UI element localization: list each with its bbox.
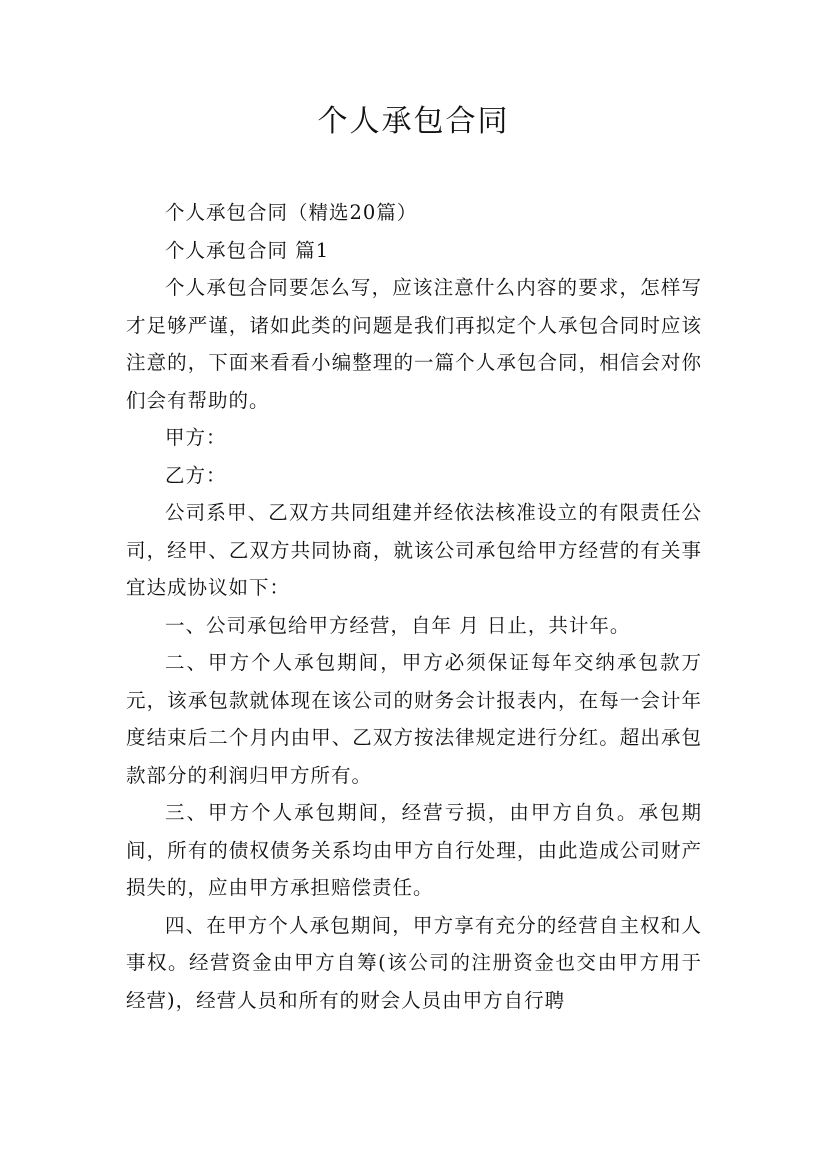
document-title: 个人承包合同 (317, 104, 510, 139)
paragraph-section-heading: 个人承包合同 篇1 (165, 238, 330, 262)
paragraph-subtitle: 个人承包合同（精选20篇） (165, 201, 418, 224)
paragraph-party-a: 甲方： (165, 426, 227, 449)
paragraph-party-b: 乙方： (165, 463, 227, 487)
paragraph-preamble: 公司系甲、乙双方共同组建并经依法核准设立的有限责任公司，经甲、乙双方共同协商，就该公司承包给甲方经营的有关事宜达成协议如下： (126, 501, 702, 599)
paragraph-clause-1: 一、公司承包给甲方经营，自年 月 日止，共计年。 (165, 613, 631, 637)
paragraph-intro: 个人承包合同要怎么写，应该注意什么内容的要求，怎样写才足够严谨，诸如此类的问题是我们再拟定个人承包合同时应该注意的，下面来看看小编整理的一篇个人承包合同，相信会对你们会有帮助的。 (126, 276, 702, 412)
paragraph-clause-3: 三、甲方个人承包期间，经营亏损，由甲方自负。承包期间，所有的债权债务关系均由甲方自行处理，由此造成公司财产损失的，应由甲方承担赔偿责任。 (126, 801, 702, 899)
paragraph-clause-2: 二、甲方个人承包期间，甲方必须保证每年交纳承包款万元，该承包款就体现在该公司的财务会计报表内，在每一会计年度结束后二个月内由甲、乙双方按法律规定进行分红。超出承包款部分的利润归甲方所有。 (126, 651, 702, 787)
document-body (126, 194, 702, 1019)
paragraph-clause-4: 四、在甲方个人承包期间，甲方享有充分的经营自主权和人事权。经营资金由甲方自筹(该公司的注册资金也交由甲方用于经营)，经营人员和所有的财会人员由甲方自行聘 (126, 913, 702, 1012)
